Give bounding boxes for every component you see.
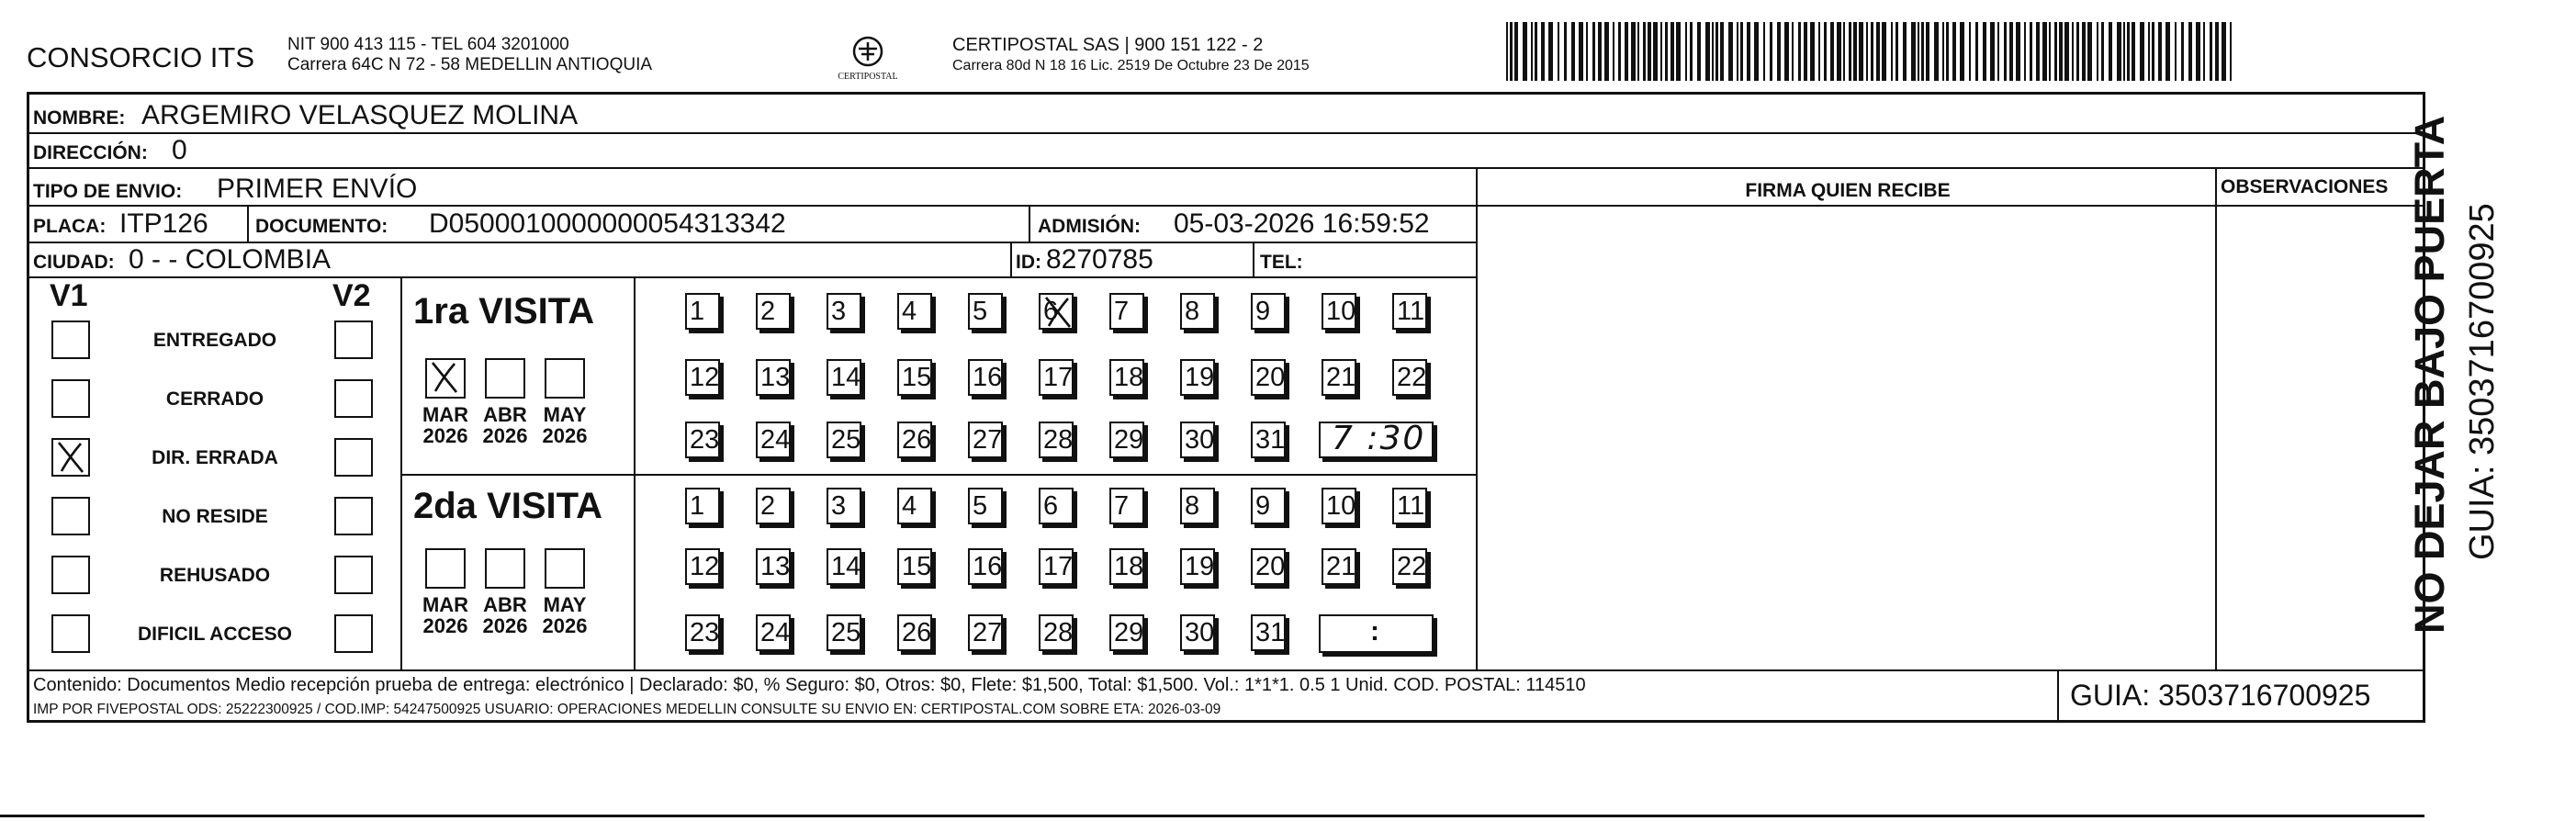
carrier-name: CERTIPOSTAL SAS | 900 151 122 - 2 [952, 35, 1264, 55]
day-box[interactable] [1392, 548, 1427, 585]
id-value: 8270785 [1046, 244, 1153, 275]
day-box[interactable] [1251, 614, 1286, 651]
day-number: 5 [973, 491, 988, 521]
direccion-value: 0 [172, 135, 187, 165]
day-box[interactable] [685, 293, 720, 330]
barcode [1506, 22, 2241, 81]
day-number: 31 [1255, 618, 1286, 647]
reason-label: DIR. ERRADA [152, 447, 278, 468]
visit2-time-box[interactable] [1319, 614, 1434, 653]
day-box[interactable] [1251, 293, 1286, 330]
month-label: MAR [422, 593, 469, 616]
day-number: 2 [760, 491, 776, 521]
day-number: 28 [1043, 425, 1074, 455]
day-number: 29 [1114, 618, 1144, 647]
day-box[interactable] [968, 359, 1003, 396]
day-number: 28 [1043, 618, 1074, 647]
day-box[interactable] [756, 359, 791, 396]
reason-label: CERRADO [165, 388, 264, 410]
ciudad-value: 0 - - COLOMBIA [129, 244, 332, 275]
reason-label: NO RESIDE [162, 506, 268, 527]
shipping-form [27, 92, 2425, 723]
day-box[interactable] [1251, 488, 1286, 524]
day-box[interactable] [1039, 548, 1074, 585]
day-number: 12 [690, 552, 720, 581]
x-mark-icon [427, 360, 462, 395]
day-number: 13 [760, 552, 791, 581]
month-year: 2026 [482, 424, 528, 447]
day-box[interactable] [1251, 359, 1286, 396]
v2-header: V2 [332, 278, 371, 313]
day-box[interactable] [897, 614, 932, 651]
visit1-time: 7 :30 [1332, 420, 1426, 457]
day-number: 21 [1326, 363, 1356, 392]
day-number: 16 [973, 552, 1003, 581]
day-box[interactable] [1322, 293, 1356, 330]
day-number: 27 [973, 425, 1003, 455]
day-box[interactable] [827, 548, 861, 585]
day-box[interactable] [1039, 359, 1074, 396]
day-box[interactable] [1109, 488, 1144, 524]
reason-label: ENTREGADO [152, 330, 277, 351]
day-number: 20 [1255, 552, 1286, 581]
documento-label: DOCUMENTO: [255, 216, 388, 237]
day-box[interactable] [1109, 422, 1144, 458]
placa-label: PLACA: [33, 216, 107, 237]
day-number: 22 [1397, 552, 1427, 581]
documento-value: D0500010000000054313342 [429, 208, 786, 239]
day-number: 13 [760, 363, 791, 392]
visit1-title: 1ra VISITA [413, 291, 595, 332]
day-box[interactable] [1251, 422, 1286, 458]
day-number: 19 [1185, 552, 1215, 581]
v2-checkbox[interactable] [334, 614, 373, 653]
tipo-envio-value: PRIMER ENVÍO [217, 174, 418, 204]
day-number: 9 [1255, 491, 1271, 521]
day-number: 4 [902, 297, 917, 326]
bottom-rule [0, 815, 2424, 817]
day-box[interactable] [1039, 422, 1074, 458]
direccion-label: DIRECCIÓN: [33, 142, 148, 163]
company-name: CONSORCIO ITS [27, 41, 255, 73]
day-number: 20 [1255, 363, 1286, 392]
day-box[interactable] [968, 422, 1003, 458]
day-number: 18 [1114, 363, 1144, 392]
day-number: 18 [1114, 552, 1144, 581]
v2-checkbox[interactable] [334, 438, 373, 477]
nombre-value: ARGEMIRO VELASQUEZ MOLINA [141, 100, 579, 130]
month-year: 2026 [542, 424, 588, 447]
day-box[interactable] [756, 293, 791, 330]
day-box[interactable] [1109, 614, 1144, 651]
day-box[interactable] [756, 614, 791, 651]
month-checkbox[interactable] [425, 548, 466, 589]
day-box[interactable] [1322, 488, 1356, 524]
id-label: ID: [1016, 252, 1041, 273]
day-box[interactable] [756, 488, 791, 524]
v2-checkbox[interactable] [334, 321, 373, 359]
day-number: 31 [1255, 425, 1286, 455]
day-box[interactable] [756, 422, 791, 458]
day-number: 2 [760, 297, 776, 326]
day-number: 24 [760, 425, 791, 455]
month-label: MAR [422, 403, 469, 426]
month-checkbox[interactable] [545, 358, 585, 399]
side-warning: NO DEJAR BAJO PUERTA [2406, 115, 2453, 634]
day-box[interactable] [1109, 293, 1144, 330]
day-box[interactable] [685, 422, 720, 458]
side-guia: GUIA: 3503716700925 [2463, 203, 2502, 560]
day-box[interactable] [897, 422, 932, 458]
day-box[interactable] [897, 548, 932, 585]
day-box[interactable] [1322, 359, 1356, 396]
day-number: 6 [1043, 491, 1059, 521]
day-box[interactable] [1039, 614, 1074, 651]
v2-checkbox[interactable] [334, 379, 373, 418]
footer-guia: GUIA: 3503716700925 [2070, 679, 2371, 712]
admision-value: 05-03-2026 16:59:52 [1174, 208, 1430, 239]
day-box[interactable] [968, 614, 1003, 651]
day-box[interactable] [1180, 548, 1215, 585]
day-box[interactable] [685, 614, 720, 651]
day-number: 26 [902, 425, 932, 455]
day-box[interactable] [756, 548, 791, 585]
logo-text: CERTIPOSTAL [838, 72, 898, 82]
admision-label: ADMISIÓN: [1038, 216, 1141, 237]
day-number: 30 [1185, 618, 1215, 647]
day-number: 23 [690, 618, 720, 647]
day-box[interactable] [968, 548, 1003, 585]
company-nit: NIT 900 413 115 - TEL 604 3201000 [287, 35, 569, 54]
month-checkbox[interactable] [425, 358, 466, 399]
firma-label: FIRMA QUIEN RECIBE [1745, 180, 1951, 201]
day-box[interactable] [827, 422, 861, 458]
day-number: 9 [1255, 297, 1271, 326]
day-box[interactable] [827, 614, 861, 651]
day-box[interactable] [968, 488, 1003, 524]
barcode-icon [1506, 22, 2241, 81]
footer-line1: Contenido: Documentos Medio recepción prueba de entrega: electrónico | Declarado: $0, % Seguro: $0, Otros: $0, Flete: $1,500, Total: $1,500. Vol.: 1*1*1. 0.5 1 Unid. COD. POSTAL: 114510 [33, 675, 1586, 695]
day-box[interactable] [685, 548, 720, 585]
day-box[interactable] [827, 488, 861, 524]
day-box[interactable] [1039, 293, 1074, 330]
day-number: 12 [690, 363, 720, 392]
day-number: 23 [690, 425, 720, 455]
visit1-time-box[interactable] [1319, 422, 1434, 458]
day-number: 21 [1326, 552, 1356, 581]
footer-line2: IMP POR FIVEPOSTAL ODS: 25222300925 / COD.IMP: 54247500925 USUARIO: OPERACIONES MEDELLIN CONSULTE SU ENVIO EN: CERTIPOSTAL.COM SOBRE ETA: 2026-03-09 [33, 702, 1221, 717]
day-number: 19 [1185, 363, 1215, 392]
day-number: 1 [690, 297, 705, 326]
x-mark-icon [1041, 295, 1075, 330]
reason-label: REHUSADO [159, 565, 271, 586]
month-label: MAY [543, 593, 587, 616]
day-number: 3 [831, 491, 847, 521]
month-year: 2026 [482, 614, 528, 637]
month-year: 2026 [422, 614, 468, 637]
day-number: 16 [973, 363, 1003, 392]
v2-checkbox[interactable] [334, 556, 373, 594]
company-address: Carrera 64C N 72 - 58 MEDELLIN ANTIOQUIA [287, 55, 653, 74]
carrier-address: Carrera 80d N 18 16 Lic. 2519 De Octubre 23 De 2015 [952, 58, 1310, 73]
day-number: 1 [690, 491, 705, 521]
day-number: 11 [1397, 491, 1425, 521]
day-number: 11 [1397, 297, 1425, 326]
day-number: 25 [831, 425, 861, 455]
day-number: 10 [1326, 297, 1356, 326]
observaciones-label: OBSERVACIONES [2221, 176, 2389, 197]
day-box[interactable] [1109, 548, 1144, 585]
day-box[interactable] [685, 359, 720, 396]
day-number: 5 [973, 297, 988, 326]
day-box[interactable] [827, 359, 861, 396]
month-checkbox[interactable] [545, 548, 585, 589]
month-year: 2026 [542, 614, 588, 637]
day-box[interactable] [968, 293, 1003, 330]
day-box[interactable] [1180, 293, 1215, 330]
day-number: 7 [1114, 297, 1130, 326]
day-number: 15 [902, 552, 932, 581]
day-box[interactable] [1109, 359, 1144, 396]
day-number: 4 [902, 491, 917, 521]
day-number: 29 [1114, 425, 1144, 455]
month-label: ABR [483, 403, 527, 426]
day-box[interactable] [1180, 422, 1215, 458]
day-box[interactable] [1392, 293, 1427, 330]
v1-header: V1 [50, 278, 88, 313]
day-box[interactable] [827, 293, 861, 330]
tel-label: TEL: [1260, 252, 1303, 273]
month-checkbox[interactable] [485, 548, 525, 589]
day-number: 22 [1397, 363, 1427, 392]
tipo-envio-label: TIPO DE ENVIO: [33, 181, 183, 202]
day-box[interactable] [685, 488, 720, 524]
day-number: 6 [1043, 297, 1059, 326]
day-number: 17 [1043, 552, 1074, 581]
nombre-label: NOMBRE: [33, 107, 126, 129]
placa-value: ITP126 [119, 208, 208, 239]
day-box[interactable] [1392, 359, 1427, 396]
visit2-time: : [1370, 616, 1379, 647]
day-number: 27 [973, 618, 1003, 647]
month-checkbox[interactable] [485, 358, 525, 399]
day-box[interactable] [1039, 488, 1074, 524]
visit2-title: 2da VISITA [413, 486, 602, 526]
day-number: 14 [831, 552, 861, 581]
day-box[interactable] [1180, 614, 1215, 651]
day-number: 8 [1185, 297, 1200, 326]
day-number: 24 [760, 618, 791, 647]
day-number: 26 [902, 618, 932, 647]
month-label: ABR [483, 593, 527, 616]
reason-label: DIFICIL ACCESO [137, 624, 292, 645]
month-label: MAY [543, 403, 587, 426]
day-box[interactable] [1322, 548, 1356, 585]
day-box[interactable] [1251, 548, 1286, 585]
day-box[interactable] [897, 359, 932, 396]
day-number: 7 [1114, 491, 1130, 521]
day-number: 17 [1043, 363, 1074, 392]
day-number: 8 [1185, 491, 1200, 521]
day-box[interactable] [1180, 359, 1215, 396]
day-number: 15 [902, 363, 932, 392]
v2-checkbox[interactable] [334, 497, 373, 535]
day-number: 3 [831, 297, 847, 326]
day-box[interactable] [897, 488, 932, 524]
day-number: 25 [831, 618, 861, 647]
day-box[interactable] [897, 293, 932, 330]
day-number: 14 [831, 363, 861, 392]
day-number: 30 [1185, 425, 1215, 455]
day-box[interactable] [1392, 488, 1427, 524]
day-number: 10 [1326, 491, 1356, 521]
day-box[interactable] [1180, 488, 1215, 524]
ciudad-label: CIUDAD: [33, 252, 115, 273]
certipostal-logo [831, 33, 905, 84]
month-year: 2026 [422, 424, 468, 447]
